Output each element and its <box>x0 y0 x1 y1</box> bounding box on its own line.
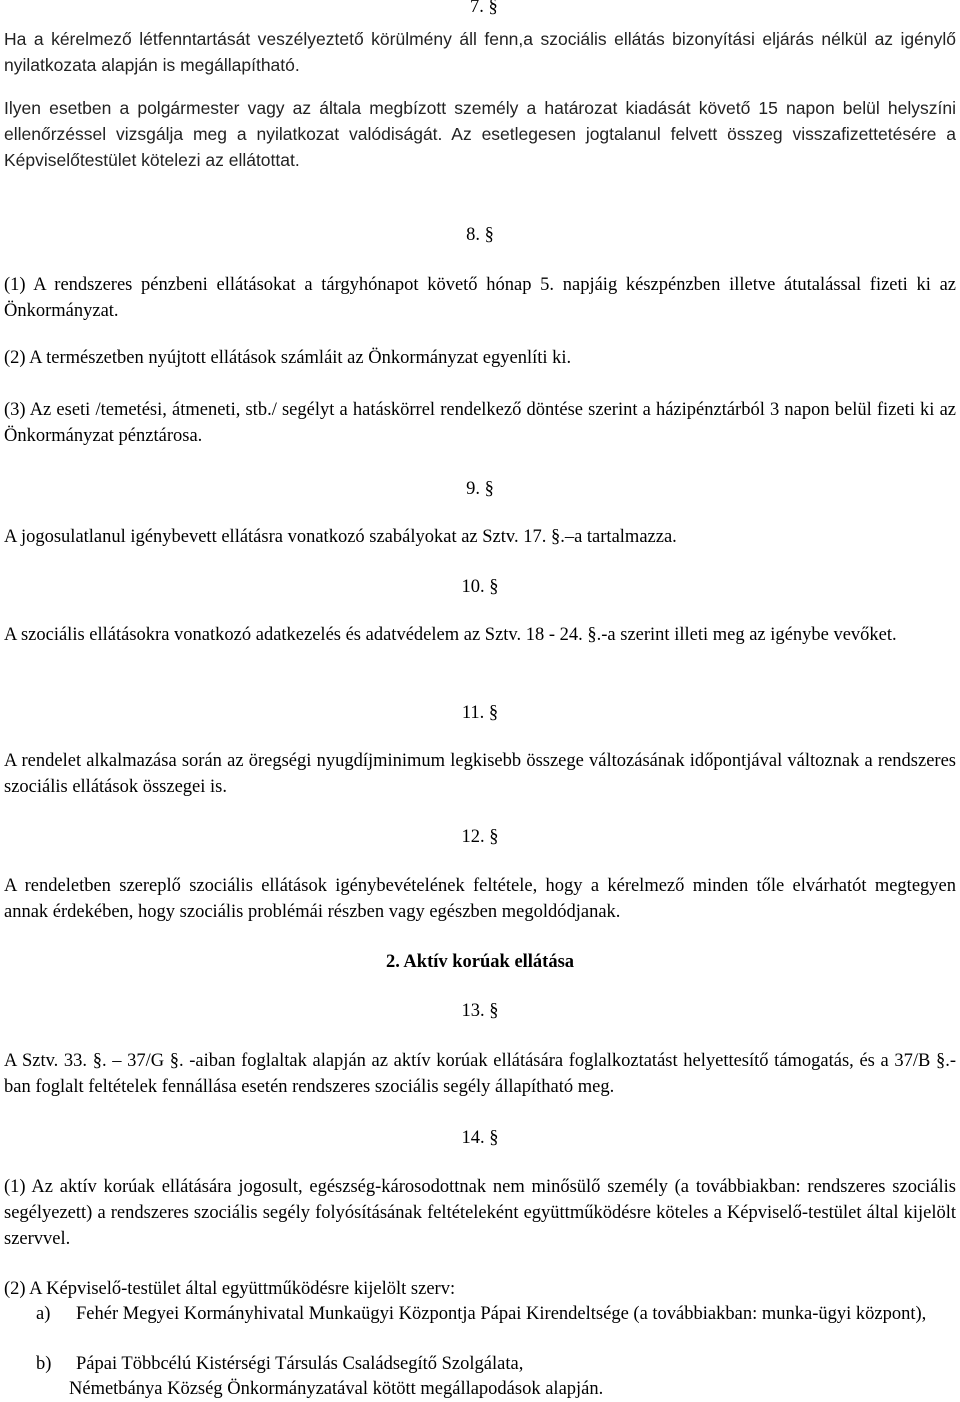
section-8-paragraph-2: (2) A természetben nyújtott ellátások számláit az Önkormányzat egyenlíti ki. <box>4 348 572 368</box>
section-14-paragraph-1: (1) Az aktív korúak ellátására jogosult, egészség-károsodottnak nem minősülő személy (a továbbiakban: rendszeres szociális segélyezett) a rendszeres szociális segély folyósításának feltételeként együttműködésre köteles a Képviselő-testület által kijelölt szervvel. <box>4 1177 956 1249</box>
section-9-text: A jogosulatlanul igénybevett ellátásra vonatkozó szabályokat az Sztv. 17. §.–a tartalmazza. <box>4 527 677 547</box>
section-10-heading: 10. § <box>461 577 499 597</box>
section-9-heading: 9. § <box>466 479 494 499</box>
list-item-text: Pápai Többcélú Kistérségi Társulás Családsegítő Szolgálata, <box>76 1354 524 1374</box>
section-13-heading: 13. § <box>461 1001 499 1021</box>
section-12-text: A rendeletben szereplő szociális ellátások igénybevételének feltétele, hogy a kérelmező minden tőle elvárhatót megtegyen annak érdekében, hogy szociális problémái részben vagy egészben megoldódjanak. <box>4 876 956 922</box>
section-12-heading: 12. § <box>461 827 499 847</box>
section-14-heading: 14. § <box>461 1128 499 1148</box>
section-13-text: A Sztv. 33. §. – 37/G §. -aiban foglaltak alapján az aktív korúak ellátására foglalkoztatást helyettesítő támogatás, és a 37/B §.-ban foglalt feltételek fennállása esetén rendszeres szociális segély állapítható meg. <box>4 1051 956 1097</box>
section-8-paragraph-1: (1) A rendszeres pénzbeni ellátásokat a tárgyhónapot követő hónap 5. napjáig készpénzben illetve átutalással fizeti ki az Önkormányzat. <box>4 275 956 321</box>
section-7-heading: 7. § <box>470 0 498 17</box>
list-marker: b) <box>36 1354 52 1374</box>
section-8-heading: 8. § <box>466 225 494 245</box>
chapter-title: 2. Aktív korúak ellátása <box>385 952 575 972</box>
section-7-text: Ilyen esetben a polgármester vagy az általa megbízott személy a határozat kiadását követő 15 napon belül helyszíni ellenőrzéssel vizsgálja meg a nyilatkozat valódiságát. Az esetlegesen jogtalanul felvett összeg visszafizettetésére a Képviselőtestület kötelezi az ellátottat. <box>4 98 956 170</box>
section-11-heading: 11. § <box>461 703 499 723</box>
section-14-tail: Németbánya Község Önkormányzatával kötött megállapodások alapján. <box>69 1379 604 1399</box>
section-11-text: A rendelet alkalmazása során az öregségi nyugdíjminimum legkisebb összege változásának időpontjával változnak a rendszeres szociális ellátások összegei is. <box>4 751 956 797</box>
section-7-intro: Ha a kérelmező létfenntartását veszélyeztető körülmény áll fenn,a szociális ellátás bizonyítási eljárás nélkül az igénylő nyilatkozata alapján is megállapítható. <box>4 29 956 75</box>
list-item <box>4 1351 960 1377</box>
list-item-text: Fehér Megyei Kormányhivatal Munkaügyi Központja Pápai Kirendeltsége (a továbbiakban: munka-ügyi központ), <box>76 1304 927 1324</box>
section-10-text: A szociális ellátásokra vonatkozó adatkezelés és adatvédelem az Sztv. 18 - 24. §.-a szerint illeti meg az igénybe vevőket. <box>4 625 897 645</box>
section-14-paragraph-2-intro: (2) A Képviselő-testület által együttműködésre kijelölt szerv: <box>4 1279 456 1299</box>
list-item <box>4 1301 960 1353</box>
list-marker: a) <box>36 1304 51 1324</box>
section-8-paragraph-3: (3) Az eseti /temetési, átmeneti, stb./ segélyt a hatáskörrel rendelkező döntése szerint a házipénztárból 3 napon belül fizeti ki az Önkormányzat pénztárosa. <box>4 400 956 446</box>
